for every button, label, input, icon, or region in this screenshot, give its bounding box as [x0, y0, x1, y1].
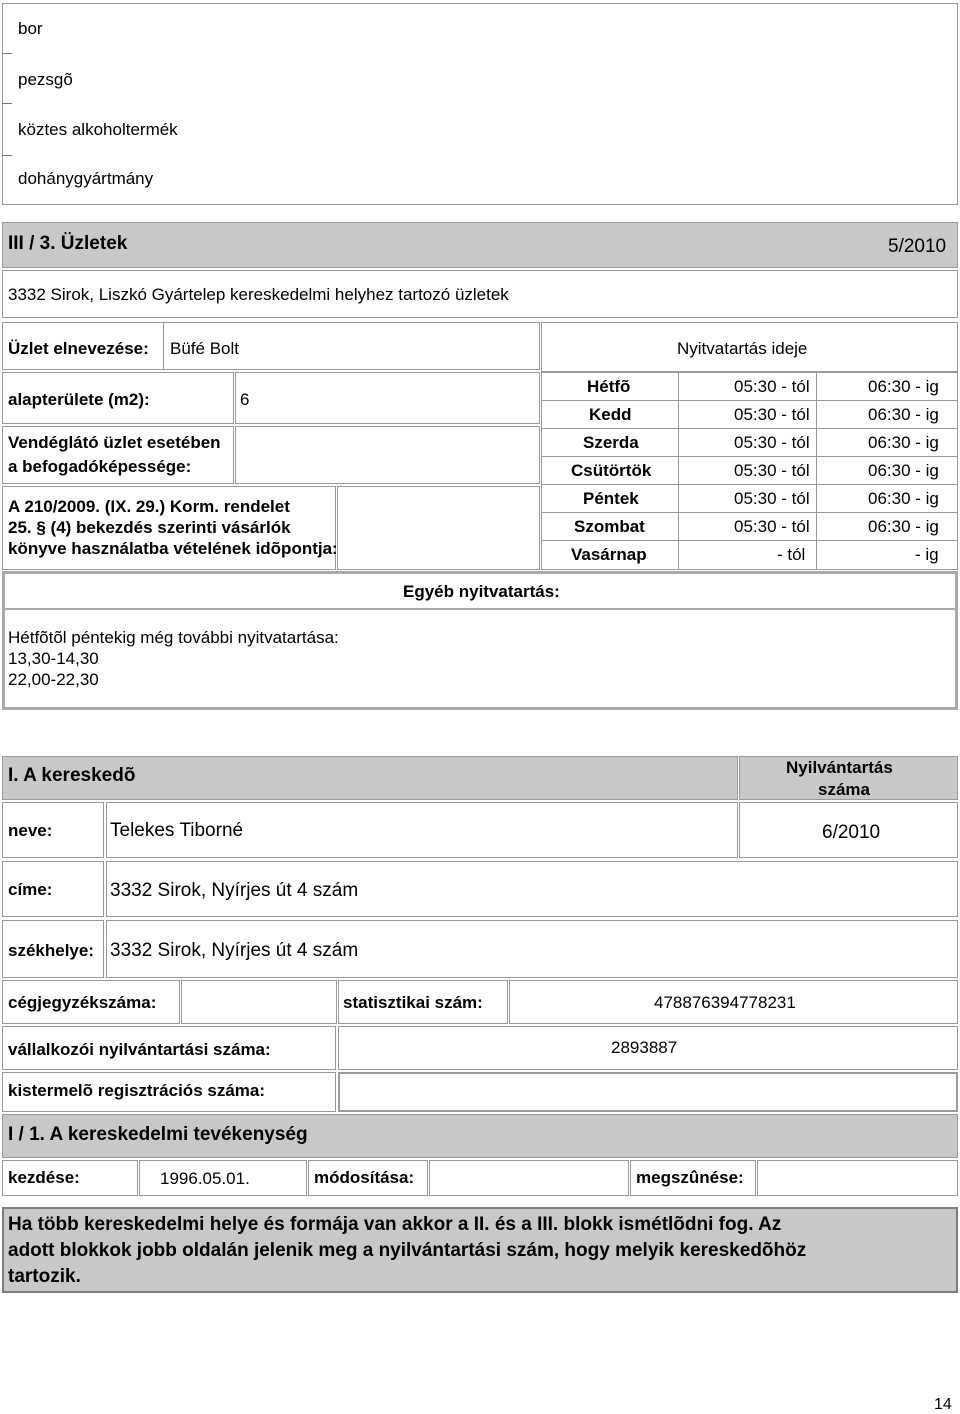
product-item: pezsgõ [18, 70, 73, 89]
page-number: 14 [934, 1396, 952, 1413]
activity-start-label: kezdése: [8, 1168, 80, 1187]
shop-area-label: alapterülete (m2): [8, 390, 150, 409]
hours-from: 05:30 - tól [734, 461, 810, 480]
hours-to: 06:30 - ig [868, 405, 939, 424]
activity-title: I / 1. A kereskedelmi tevékenység [8, 1124, 308, 1145]
hours-to: 06:30 - ig [868, 433, 939, 452]
decree-label: 25. § (4) bekezdés szerinti vásárlók [8, 518, 291, 537]
list-tick [2, 155, 12, 156]
hours-from: 05:30 - tól [734, 517, 810, 536]
note-line: Ha több kereskedelmi helye és formája van akkor a II. és a III. blokk ismétlõdni fog. Az [8, 1214, 782, 1235]
other-hours-label: Egyéb nyitvatartás: [403, 582, 560, 601]
hours-from: 05:30 - tól [734, 489, 810, 508]
hours-day: Péntek [583, 489, 639, 508]
product-item: bor [18, 19, 43, 38]
hours-day: Csütörtök [571, 461, 652, 480]
other-hours-divider [5, 608, 955, 610]
activity-end-value-cell [757, 1160, 958, 1196]
other-hours-line: Hétfõtõl péntekig még további nyitvatartása: [8, 628, 339, 647]
section-number: 5/2010 [888, 236, 947, 257]
list-tick [2, 103, 12, 104]
hours-day: Szombat [574, 517, 645, 536]
note-line: tartozik. [8, 1266, 81, 1287]
farmer-label: kistermelõ regisztrációs száma: [8, 1081, 266, 1100]
trader-name-value: Telekes Tiborné [110, 820, 244, 841]
trader-reg-label: Nyilvántartás [786, 758, 893, 777]
hours-to: 06:30 - ig [868, 377, 939, 396]
activity-end-label: megszûnése: [636, 1168, 744, 1187]
shop-capacity-label: a befogadóképessége: [8, 457, 192, 476]
hours-from: 05:30 - tól [734, 433, 810, 452]
shop-name-value: Büfé Bolt [170, 339, 239, 358]
hours-day: Kedd [589, 405, 632, 424]
hours-row-line [541, 540, 958, 541]
hours-to: 06:30 - ig [868, 461, 939, 480]
company-reg-label: cégjegyzékszáma: [8, 993, 157, 1012]
section-title: III / 3. Üzletek [8, 233, 128, 254]
trader-address-label: címe: [8, 880, 53, 899]
hours-title: Nyitvatartás ideje [677, 339, 808, 358]
product-item: köztes alkoholtermék [18, 120, 178, 139]
hours-row-line [541, 456, 958, 457]
activity-modified-label: módosítása: [314, 1168, 415, 1187]
stat-label: statisztikai szám: [343, 993, 483, 1012]
hours-from: 05:30 - tól [734, 377, 810, 396]
hours-row-line [541, 512, 958, 513]
hours-day: Vasárnap [571, 545, 647, 564]
hours-to: 06:30 - ig [868, 517, 939, 536]
shop-name-divider [163, 322, 164, 370]
trader-reg-label: száma [818, 780, 870, 799]
stat-value: 478876394778231 [654, 993, 796, 1012]
decree-value-cell [337, 486, 540, 570]
hours-day: Szerda [583, 433, 639, 452]
trader-seat-label: székhelye: [8, 941, 94, 960]
section-subtitle: 3332 Sirok, Liszkó Gyártelep kereskedelmi helyhez tartozó üzletek [8, 285, 509, 304]
decree-label: könyve használatba vételének idõpontja: [8, 539, 338, 558]
section-header [2, 222, 958, 268]
hours-to: 06:30 - ig [868, 489, 939, 508]
product-item: dohánygyártmány [18, 169, 154, 188]
activity-start-value: 1996.05.01. [160, 1169, 250, 1188]
hours-row-line [541, 484, 958, 485]
trader-reg-value: 6/2010 [822, 822, 881, 843]
trader-seat-value: 3332 Sirok, Nyírjes út 4 szám [110, 940, 359, 961]
decree-label: A 210/2009. (IX. 29.) Korm. rendelet [8, 497, 290, 516]
trader-address-value: 3332 Sirok, Nyírjes út 4 szám [110, 880, 359, 901]
shop-name-label: Üzlet elnevezése: [8, 339, 149, 358]
other-hours-line: 13,30-14,30 [8, 649, 99, 668]
activity-modified-value-cell [429, 1160, 629, 1196]
other-hours-line: 22,00-22,30 [8, 670, 99, 689]
company-reg-value-cell [181, 980, 337, 1024]
hours-from: 05:30 - tól [734, 405, 810, 424]
list-tick [2, 53, 12, 54]
hours-row-line [541, 428, 958, 429]
shop-area-value: 6 [240, 390, 250, 409]
trader-title: I. A kereskedõ [8, 765, 136, 786]
shop-capacity-label: Vendéglátó üzlet esetében [8, 433, 221, 452]
entrepreneur-label: vállalkozói nyilvántartási száma: [8, 1040, 271, 1059]
trader-name-label: neve: [8, 821, 53, 840]
farmer-value-cell [338, 1072, 958, 1112]
hours-row-line [541, 400, 958, 401]
hours-day: Hétfõ [587, 377, 631, 396]
shop-area-value-cell [235, 372, 540, 424]
shop-capacity-value-cell [235, 426, 540, 484]
hours-from: - tól [777, 545, 806, 564]
entrepreneur-value: 2893887 [611, 1038, 678, 1057]
hours-to: - ig [915, 545, 939, 564]
note-line: adott blokkok jobb oldalán jelenik meg a nyilvántartási szám, hogy melyik kereskedõhöz [8, 1240, 807, 1261]
